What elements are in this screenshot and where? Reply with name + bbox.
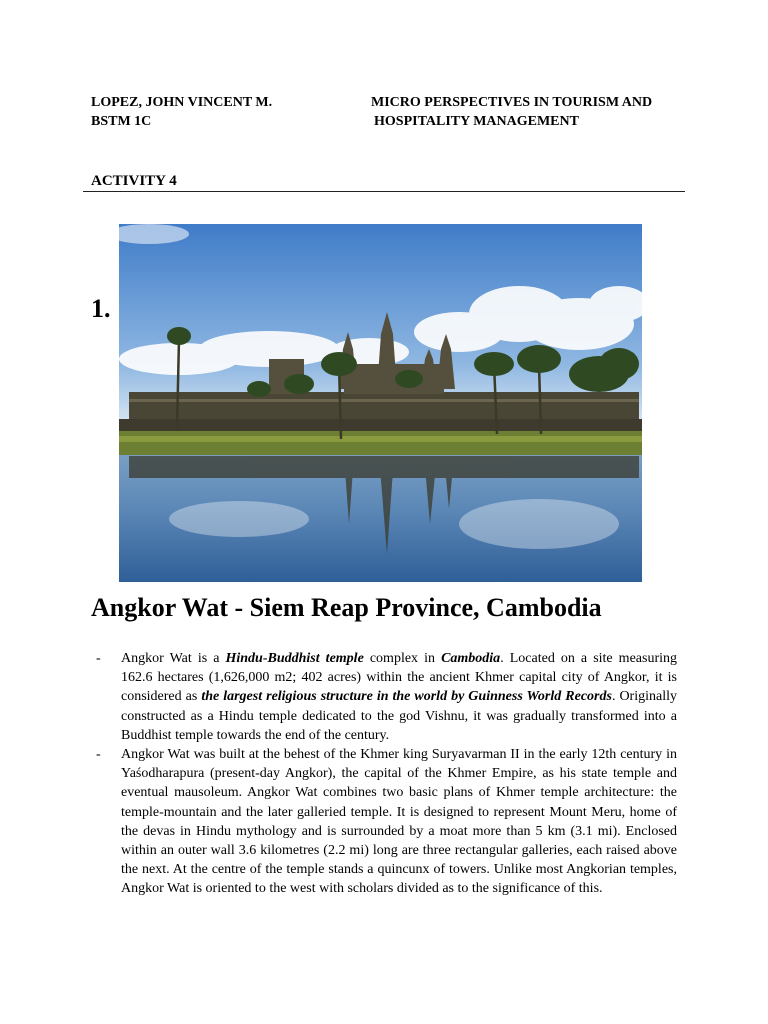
text-run: . Located on a site measuring 162.6 hectares (1,626,000 m2; 402 acres) within the ancient Khmer capital city of Angkor, it is considered as [121,651,678,705]
activity-heading: ACTIVITY 4 [91,173,177,189]
text-run-emphasis: Cambodia [441,651,501,666]
angkor-wat-photo [119,224,642,582]
text-run: Angkor Wat is a [121,651,226,666]
bullet-marker: - [96,747,101,763]
text-run: complex in [363,651,442,666]
list-item [96,649,677,745]
course-title-line-1: MICRO PERSPECTIVES IN TOURISM AND [371,95,653,110]
course-title-line-2: HOSPITALITY MANAGEMENT [374,114,579,129]
text-run: . Originally constructed as a Hindu temple dedicated to the god Vishnu, it was gradually transformed into a Buddhist temple towards the end of the century. [121,689,677,743]
text-run: Angkor Wat was built at the behest of the Khmer king Suryavarman II in the early 12th century in Yaśodharapura (present-day Angkor), the capital of the Khmer Empire, as his state temple and eventual mausoleum. Angkor Wat combines two basic plans of Khmer temple architecture: the temple-mountain and the later galleried temple. It is designed to represent Mount Meru, home of the devas in Hindu mythology and is surrounded by a moat more than 5 km (3.1 mi). Enclosed within an outer wall 3.6 kilometres (2.2 mi) long are three rectangular galleries, each raised above the next. At the centre of the temple stands a quincunx of towers. Unlike most Angkorian temples, Angkor Wat is oriented to the west with scholars divided as to the significance of this. [121,747,677,897]
description-list [96,649,677,899]
bullet-marker: - [96,651,101,666]
text-run-emphasis: the largest religious structure in the world by Guinness World Records [201,689,612,705]
list-item [96,745,677,899]
item-number: 1. [91,294,111,323]
student-section: BSTM 1C [91,114,152,129]
text-run-emphasis: Hindu-Buddhist temple [225,651,364,666]
page-title: Angkor Wat - Siem Reap Province, Cambodia [91,593,602,622]
heading-divider [83,191,685,192]
student-name: LOPEZ, JOHN VINCENT M. [91,95,273,110]
